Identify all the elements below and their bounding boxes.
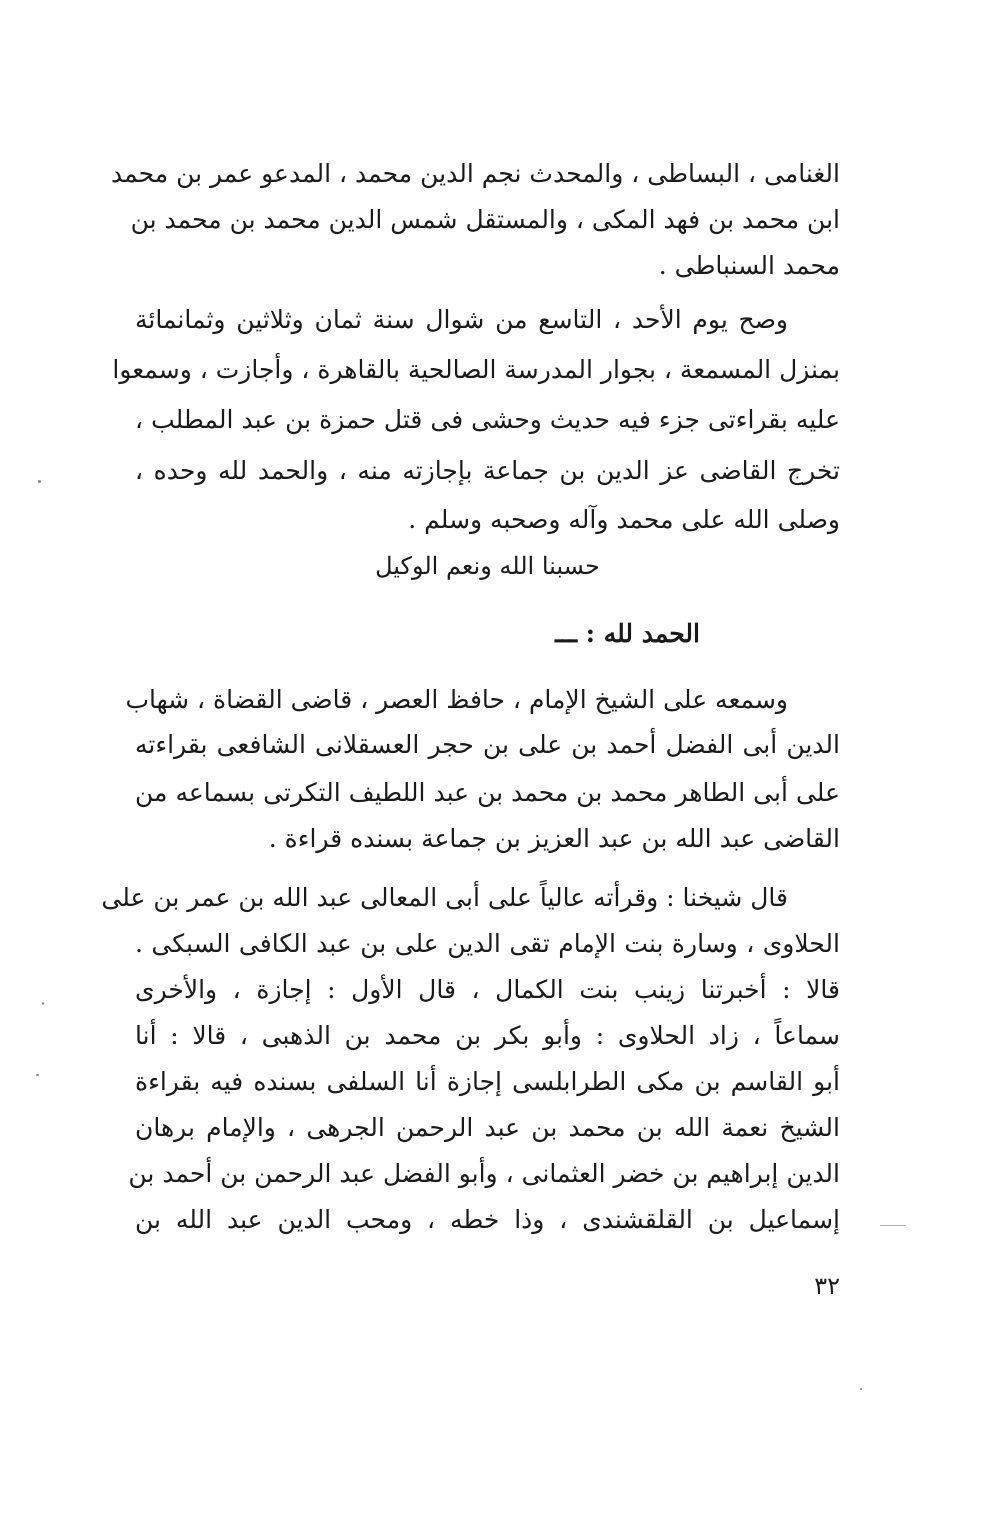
- text-line: الدين أبى الفضل أحمد بن على بن حجر العسقلانى الشافعى بقراءته: [135, 730, 840, 759]
- text-line: الغنامى ، البساطى ، والمحدث نجم الدين محمد ، المدعو عمر بن محمد: [111, 159, 840, 188]
- text-line: القاضى عبد الله بن عبد العزيز بن جماعة بسنده قراءة .: [268, 824, 840, 853]
- text-line: محمد السنباطى .: [658, 251, 840, 280]
- text-line: عليه بقراءتى جزء فيه حديث وحشى فى قتل حمزة بن عبد المطلب ،: [135, 405, 840, 434]
- text-line: إسماعيل بن القلقشندى ، وذا خطه ، ومحب الدين عبد الله بن: [135, 1205, 840, 1234]
- text-line: تخرج القاضى عز الدين بن جماعة بإجازته منه ، والحمد لله وحده ،: [135, 456, 840, 485]
- text-line: قالا : أخبرتنا زينب بنت الكمال ، قال الأول : إجازة ، والأخرى: [135, 975, 840, 1004]
- scan-speck: [880, 1225, 906, 1226]
- scan-speck: [38, 480, 41, 483]
- text-line: بمنزل المسمعة ، بجوار المدرسة الصالحية بالقاهرة ، وأجازت ، وسمعوا: [112, 355, 840, 384]
- text-line: الشيخ نعمة الله بن محمد بن عبد الرحمن الجرهى ، والإمام برهان: [135, 1113, 840, 1142]
- text-line: سماعاً ، زاد الحلاوى : وأبو بكر بن محمد بن الذهبى ، قالا : أنا: [135, 1021, 840, 1050]
- page-number: ٣٢: [814, 1272, 840, 1300]
- text-line: وصلى الله على محمد وآله وصحبه وسلم .: [408, 505, 840, 534]
- text-line: وسمعه على الشيخ الإمام ، حافظ العصر ، قاضى القضاة ، شهاب: [125, 685, 788, 714]
- scan-speck: [36, 1074, 39, 1076]
- text-line: وصح يوم الأحد ، التاسع من شوال سنة ثمان وثلاثين وثمانمائة: [135, 305, 788, 334]
- section-heading: الحمد لله : ـــ: [555, 619, 700, 648]
- text-line: أبو القاسم بن مكى الطرابلسى إجازة أنا السلفى بسنده فيه بقراءة: [135, 1067, 840, 1096]
- text-line: ابن محمد بن فهد المكى ، والمستقل شمس الدين محمد بن محمد بن: [130, 205, 840, 234]
- text-line: الدين إبراهيم بن خضر العثمانى ، وأبو الفضل عبد الرحمن بن أحمد بن: [128, 1159, 840, 1188]
- scan-speck: [42, 1002, 44, 1005]
- scan-speck: [860, 1388, 862, 1390]
- closing-phrase: حسبنا الله ونعم الوكيل: [375, 552, 600, 580]
- text-line: الحلاوى ، وسارة بنت الإمام تقى الدين على بن عبد الكافى السبكى .: [135, 929, 840, 958]
- text-line: قال شيخنا : وقرأته عالياً على أبى المعالى عبد الله بن عمر بن على: [101, 883, 788, 912]
- text-line: على أبى الطاهر محمد بن محمد بن عبد اللطيف التكرتى بسماعه من: [135, 778, 840, 807]
